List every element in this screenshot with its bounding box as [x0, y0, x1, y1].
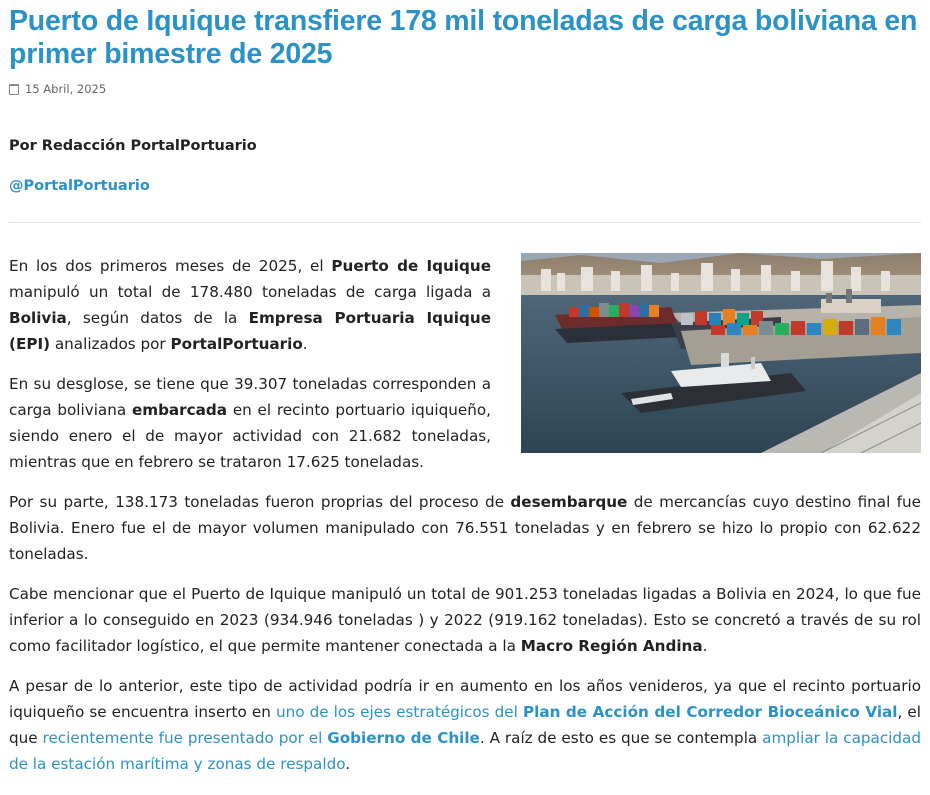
- paragraph-1: En los dos primeros meses de 2025, el Puerto de Iquique manipuló un total de 178.480 toneladas de carga ligada a Bolivia, según datos de la Empresa Portuaria Iquique (EPI) analizados por PortalPortuario.: [9, 257, 492, 353]
- paragraph-5: A pesar de lo anterior, este tipo de actividad podría ir en aumento en los años venideros, ya que el recinto portuario iquiqueño se encuentra inserto en uno de los ejes estratégicos del Plan de Acción del Corredor Bioceánico Vial, el que recientemente fue presentado por el Gobierno de Chile. A raíz de esto es que se contempla ampliar la capacidad de la estación marítima y zonas de respaldo.: [9, 677, 921, 773]
- link-ejes-estrategicos[interactable]: uno de los ejes estratégicos del Plan de Acción del Corredor Bioceánico Vial: [275, 703, 898, 721]
- byline: Por Redacción PortalPortuario: [9, 138, 257, 154]
- article-date: [9, 82, 921, 96]
- article: [9, 0, 921, 777]
- article-body: [9, 253, 921, 777]
- port-photo: [521, 253, 921, 453]
- article-title: Puerto de Iquique transfiere 178 mil toneladas de carga boliviana en primer bimestre de 2025: [9, 5, 918, 70]
- date-text: 15 Abril, 2025: [25, 82, 107, 96]
- link-ampliar-capacidad[interactable]: ampliar la capacidad de la estación marítima y zonas de respaldo: [9, 729, 921, 773]
- divider: [9, 222, 921, 223]
- link-presentado-gobierno[interactable]: recientemente fue presentado por el Gobierno de Chile: [42, 729, 480, 747]
- twitter-handle-link[interactable]: @PortalPortuario: [9, 178, 150, 194]
- paragraph-4: Cabe mencionar que el Puerto de Iquique manipuló un total de 901.253 toneladas ligadas a Bolivia en 2024, lo que fue inferior a lo conseguido en 2023 (934.946 toneladas ) y 2022 (919.162 toneladas). Esto se concretó a través de su rol como facilitador logístico, el que permite mantener conectada a la Macro Región Andina.: [9, 585, 921, 655]
- paragraph-3: Por su parte, 138.173 toneladas fueron proprias del proceso de desembarque de mercancías cuyo destino final fue Bolivia. Enero fue el de mayor volumen manipulado con 76.551 toneladas y en febrero se hizo lo propio con 62.622 toneladas.: [9, 493, 921, 563]
- paragraph-2: En su desglose, se tiene que 39.307 toneladas corresponden a carga boliviana embarcada en el recinto portuario iquiqueño, siendo enero el de mayor actividad con 21.682 toneladas, mientras que en febrero se trataron 17.625 toneladas.: [9, 375, 491, 471]
- calendar-icon: [9, 84, 19, 95]
